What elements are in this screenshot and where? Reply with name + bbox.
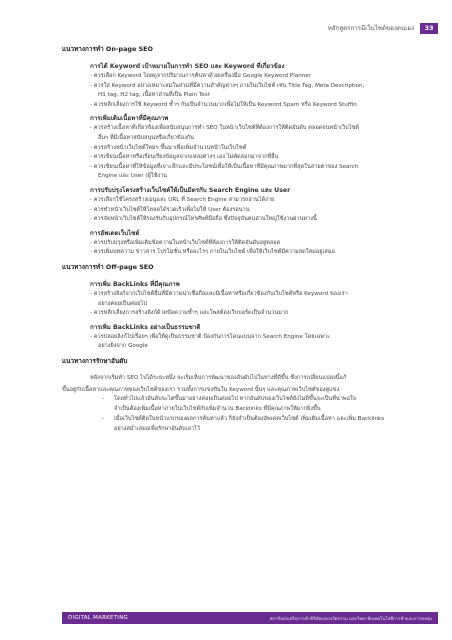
- list-item-continued: อย่างค่อยเป็นค่อยไป: [98, 300, 147, 307]
- page-number-badge: 33: [420, 23, 438, 34]
- footer-right-text: สถาบันส่งเสริมการค้าดิจิทัลและนวัตกรรม และวิทยาลัยเทคโนโลยีการค้าและการลงทุน: [269, 616, 432, 622]
- bullet-text: โดยทั่วไปแล้วอันดับจะไต่ขึ้นมาอย่างค่อยเป็นค่อยไป หากอันดับของเว็บไซต์ยังไม่ดีขึ้นจะเป็นที่น่าพอใจ: [114, 396, 356, 403]
- list-item-continued: Engine และ User (ผู้ใช้งาน: [98, 173, 167, 180]
- list-item: - ควรใส่ Keyword อย่างเหมาะสมในส่วนที่มีความสำคัญต่างๆ ภายในเว็บไซต์ เช่น Title Tag, Meta Description,: [90, 82, 365, 89]
- section-title: การปรับปรุงโครงสร้างเว็บไซต์ให้เป็นมิตรกับ Search Engine และ User: [90, 186, 291, 194]
- list-item: - ควรสร้างหน้าเว็บไซต์ใหม่ๆ ขึ้นมาเพื่อเพิ่มจำนวนหน้าในเว็บไซต์: [90, 144, 247, 151]
- list-item-continued: อย่างยิ่งจาก Google: [98, 343, 148, 350]
- list-item: - ควรเขียนเนื้อหาหรือเรียบเรียงข้อมูลจากแหล่งต่างๆ เอง ไม่คัดลอกมาจากที่อื่น: [90, 154, 279, 161]
- list-item: - ควรจัดหน้าเว็บไซต์ให้รองรับกับอุปกรณ์โทรศัพท์มือถือ ซึ่งปัจจุบันคนส่วนใหญ่ใช้งานผ่านทางนี้: [90, 216, 317, 223]
- offpage-section-quality-backlinks: [90, 280, 422, 319]
- list-item: - ควรทำหน้าเว็บไซต์ให้โหลดได้รวดเร็วเพื่อไม่ให้ User ต้องรอนาน: [90, 206, 250, 213]
- list-item: - ควรสร้างเนื้อหาที่เกี่ยวข้องเพื่อสนับสนุนการทำ SEO ในหน้าเว็บไซต์ที่ต้องการให้ติดอันดับ ตลอดจนหน้าเว็บไซต์: [90, 125, 359, 132]
- list-item-continued: อื่นๆ ที่มีเนื้อหาสนับสนุนหรือเกี่ยวข้องกัน: [98, 134, 195, 141]
- onpage-heading: แนวทางการทำ On-page SEO: [62, 45, 153, 53]
- onpage-section-keyword: [90, 62, 422, 110]
- paragraph-line: หลังจากเริ่มทำ SEO ไปได้ระยะหนึ่ง จะเริ่มเห็นการพัฒนาของอันดับไปในทางที่ดีขึ้น ซึ่งการเปลี่ยนแปลงนี้แก้: [90, 374, 347, 381]
- list-item: - ควรเลือกใช้โครงสร้างเมนูและ URL ที่ Search Engine สามารถอ่านได้ง่าย: [90, 196, 275, 203]
- bullet-item-continued: จำเป็นต้องเพิ่มเนื้อหาภายในเว็บไซต์กับเพิ่มจำนวน Backlinks ที่มีคุณภาพให้มากยิ่งขึ้น: [114, 406, 321, 413]
- list-item: - ควรสร้างลิงก์จากเว็บไซต์อื่นที่มีความน่าเชื่อถือและมีเนื้อหาหรือเกี่ยวข้องกับเว็บไซต์หรือ Keyword ของเรา: [90, 290, 348, 297]
- maintain-paragraph: [62, 374, 422, 395]
- list-item: - ควรเลือก Keyword โดยดูจากปริมาณการค้นหาด้วยเครื่องมือ Google Keyword Planner: [90, 73, 312, 79]
- maintain-heading: แนวทางการรักษาอันดับ: [62, 356, 128, 365]
- list-item: - ควรเขียนเนื้อหาที่ให้ข้อมูลที่เจาะลึกและมีประโยชน์เพื่อให้เป็นเนื้อหาที่มีคุณภาพมากที่สุดในสายตาของ Search: [90, 163, 359, 170]
- bullet-dash: -: [102, 396, 105, 403]
- list-item-continued: H1 tag, H2 tag, เนื้อหาส่วนที่เป็น Plain Text: [98, 92, 211, 99]
- list-item: - ควรหลีกเลี่ยงการสร้างลิงก์ด้วยข้อความซ้ำๆ และโพสต์ลงเว็บบอร์ดเป็นจำนวนมาก: [90, 310, 289, 317]
- list-item: - ควรเพิ่มบทความ ข่าวสาร โปรโมชั่น หรืออะไรๆ ภายในเว็บไซต์ เพื่อให้เว็บไซต์มีความสดใหม่อยู่เสมอ: [90, 249, 335, 256]
- offpage-section-natural-backlinks: [90, 323, 422, 352]
- page-content: [62, 44, 422, 434]
- onpage-section-content: [90, 114, 422, 182]
- section-title: การเพิ่ม BackLinks อย่างเป็นธรรมชาติ: [90, 323, 201, 331]
- section-title: การเพิ่ม BackLinks ที่มีคุณภาพ: [90, 280, 180, 288]
- header-title: หลักสูตรการมีเว็บไซต์ของตนเอง: [327, 25, 414, 32]
- section-title: การได้ Keyword เป้าหมายในการทำ SEO และ Keyword ที่เกี่ยวข้อง: [90, 63, 285, 70]
- page-footer: [62, 612, 438, 624]
- onpage-section-structure: [90, 186, 422, 225]
- bullet-dash: -: [102, 415, 105, 422]
- list-item: - ควรปรับปรุงหรือเพิ่มเติมข้อความในหน้าเว็บไซต์ที่ต้องการให้ติดอันดับอยู่ตลอด: [90, 239, 281, 246]
- bullet-item: [62, 395, 422, 405]
- offpage-heading: แนวทางการทำ Off-page SEO: [62, 262, 154, 271]
- page-header: [328, 22, 438, 34]
- footer-left-text: DIGITAL MARKETING: [68, 615, 129, 621]
- section-title: การอัพเดตเว็บไซต์: [90, 229, 140, 237]
- paragraph-line: ขึ้นอยู่กับเนื้อหาและคุณภาพของเว็บไซต์ของเรา รวมทั้งการแข่งขันใน Keyword นั้นๆ และคุณภาพเว็บไซต์ของคู่แข่ง: [62, 386, 340, 393]
- bullet-text: เมื่อเว็บไซต์ติดในหน้าแรกของผลการค้นหาแล้ว ก็ยังจำเป็นต้องอัพเดตเว็บไซต์ เพิ่มเติมเนื้อหา และเพิ่ม Backlinks: [114, 415, 385, 422]
- list-item: - ควรหลีกเลี่ยงการใช้ Keyword ซ้ำๆ กันเป็นจำนวนมากเพื่อไม่ให้เป็น Keyword Spam หรือ Keyword Stuffin: [90, 101, 357, 108]
- bullet-item-continued: อย่างสม่ำเสมอเพื่อรักษาอันดับเอาไว้: [114, 425, 201, 432]
- list-item: - ควรปล่อยลิงก์ไปเรื่อยๆ เพื่อให้ดูเป็นธรรมชาติ ป้องกันการโดนแบนจาก Search Engine โดยเฉพาะ: [90, 333, 331, 340]
- onpage-section-update: [90, 229, 422, 258]
- section-title: การเพิ่มเติมเนื้อหาที่มีคุณภาพ: [90, 115, 169, 123]
- bullet-item: [62, 415, 422, 425]
